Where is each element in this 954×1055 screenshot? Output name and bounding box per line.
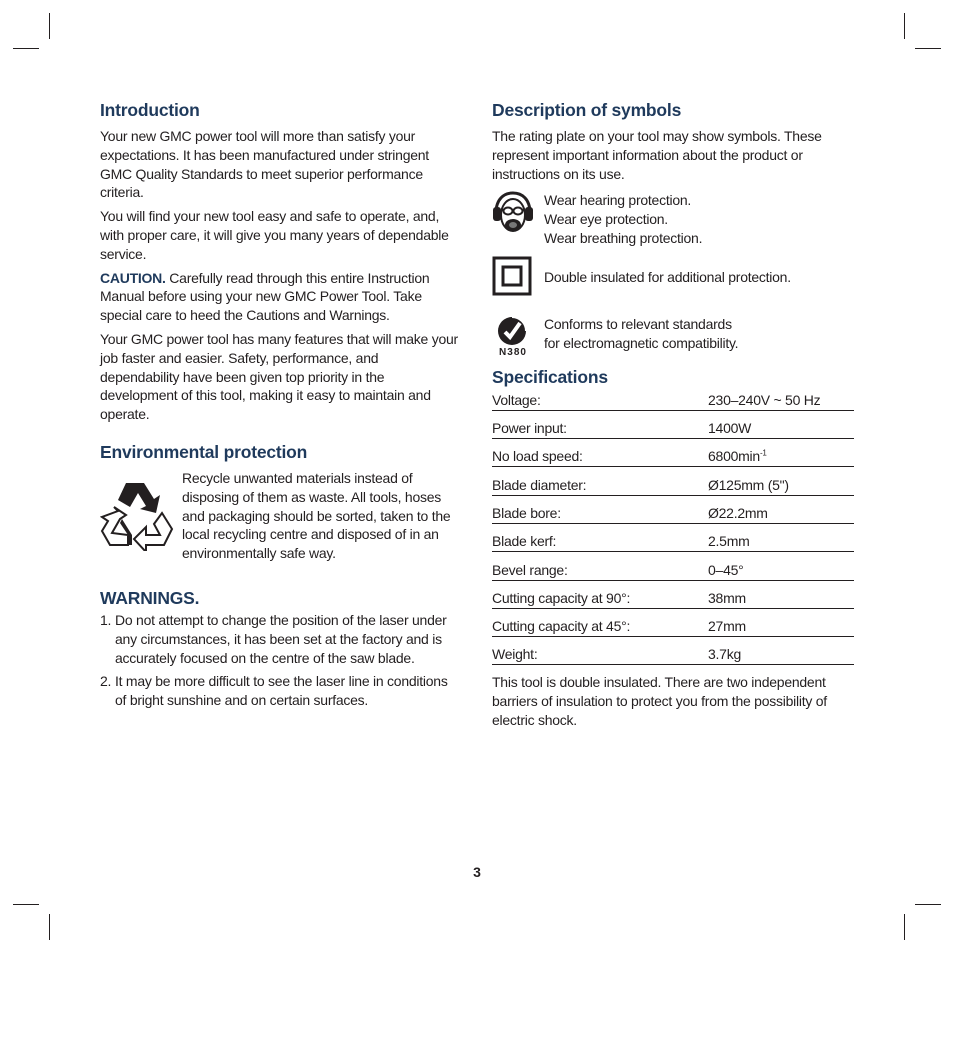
eye-protection-text: Wear eye protection.: [544, 211, 668, 228]
crop-mark: [49, 13, 50, 39]
table-row: Bevel range: 0–45°: [492, 552, 854, 580]
caution-text: Carefully read through this entire Instruction Manual before using your new GMC Power Tool. Take special care to heed the Cautions and Warnings.: [100, 269, 430, 324]
c-tick-text-1: Conforms to relevant standards: [544, 315, 732, 332]
list-item: 1. Do not attempt to change the position of the laser under any circumstances, it has been set at the factory and is accurately focused on the centre of the saw blade.: [100, 611, 447, 666]
caution-paragraph: [100, 269, 460, 325]
double-insulated-text: Double insulated for additional protection.: [544, 268, 791, 285]
c-tick-text-2: for electromagnetic compatibility.: [544, 334, 739, 351]
double-insulated-icon: [492, 256, 534, 301]
specifications-footer: This tool is double insulated. There are two independent barriers of insulation to protect you from the possibility of electric shock.: [492, 674, 827, 729]
symbol-double-insulated: [492, 256, 854, 301]
symbol-ppe: [492, 191, 854, 247]
crop-mark: [915, 48, 941, 49]
symbols-section: [492, 100, 854, 359]
c-tick-icon: [492, 315, 534, 359]
table-row: Power input: 1400W: [492, 410, 854, 438]
crop-mark: [904, 13, 905, 39]
introduction-section: [100, 100, 460, 424]
introduction-heading: Introduction: [100, 100, 200, 120]
crop-mark: [915, 904, 941, 905]
intro-paragraph-1: Your new GMC power tool will more than satisfy your expectations. It has been manufactured under stringent GMC Quality Standards to meet superior performance criteria.: [100, 128, 429, 201]
c-tick-code: N380: [499, 346, 527, 358]
table-row: Blade bore: Ø22.2mm: [492, 495, 854, 523]
warnings-list: [100, 611, 460, 710]
crop-mark: [904, 914, 905, 940]
breathing-protection-text: Wear breathing protection.: [544, 229, 703, 246]
hearing-protection-text: Wear hearing protection.: [544, 192, 692, 209]
intro-paragraph-4: Your GMC power tool has many features that will make your job faster and easier. Safety, performance, and dependability have been given top priority in the development of this tool, making it easy to maintain and operate.: [100, 330, 458, 423]
table-row: Cutting capacity at 90°: 38mm: [492, 580, 854, 608]
symbols-intro: The rating plate on your tool may show symbols. These represent important information about the product or instructions on its use.: [492, 128, 822, 182]
environmental-section: [100, 442, 460, 568]
warnings-section: [100, 588, 460, 710]
recycle-icon: [100, 469, 182, 568]
crop-mark: [13, 904, 39, 905]
specifications-table: [492, 388, 854, 666]
crop-mark: [49, 914, 50, 940]
symbols-heading: Description of symbols: [492, 100, 682, 120]
table-row: Weight: 3.7kg: [492, 637, 854, 665]
table-row: Blade kerf: 2.5mm: [492, 523, 854, 551]
caution-label: CAUTION.: [100, 269, 166, 286]
warnings-heading: WARNINGS.: [100, 587, 200, 608]
right-column: [492, 100, 854, 735]
environmental-heading: Environmental protection: [100, 441, 308, 462]
table-row: Cutting capacity at 45°: 27mm: [492, 608, 854, 636]
list-item: 2. It may be more difficult to see the laser line in conditions of bright sunshine and on certain surfaces.: [100, 673, 448, 709]
environmental-text: Recycle unwanted materials instead of disposing of them as waste. All tools, hoses and packaging should be sorted, taken to the local recycling centre and disposed of in an environmentally safe way.: [182, 469, 451, 562]
page-number: 3: [473, 864, 481, 880]
specifications-heading: Specifications: [492, 366, 608, 387]
symbol-c-tick: [492, 315, 854, 359]
specifications-section: [492, 367, 854, 730]
table-row: Voltage: 230–240V ~ 50 Hz: [492, 388, 854, 411]
table-row: No load speed: $6800\min^{-1}$: [492, 439, 854, 467]
protective-gear-icon: [492, 191, 534, 240]
intro-paragraph-2: You will find your new tool easy and safe to operate, and, with proper care, it will give you many years of dependable service.: [100, 208, 449, 262]
table-row: Blade diameter: Ø125mm (5"): [492, 467, 854, 495]
left-column: [100, 100, 460, 715]
crop-mark: [13, 48, 39, 49]
